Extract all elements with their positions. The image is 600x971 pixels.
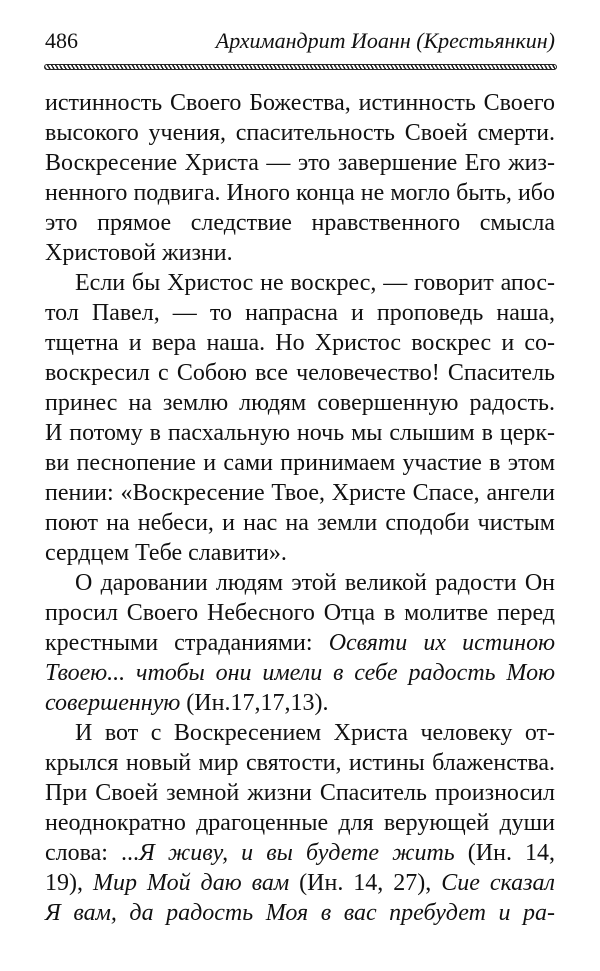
text-line: [45, 508, 555, 538]
text-segment: истинность Своего Божества, истинность Своего: [45, 90, 555, 116]
text-line: [45, 88, 555, 118]
text-segment: сердцем Тебе славити».: [45, 540, 287, 566]
text-line: [45, 118, 555, 148]
text-line: [45, 178, 555, 208]
text-segment: (Ин. 14,: [454, 840, 556, 866]
text-line: [45, 658, 555, 688]
italic-quote: Я живу, и вы будете жить: [139, 840, 455, 866]
text-segment: высокого учения, спасительность Своей смерти.: [45, 120, 555, 146]
text-line: [45, 358, 555, 388]
running-header: [45, 20, 555, 54]
text-line: [45, 628, 555, 658]
text-segment: И потому в пасхальную ночь мы слышим в церк-: [45, 420, 555, 446]
text-segment: принес на землю людям совершенную радость.: [45, 390, 555, 416]
text-line: [45, 418, 555, 448]
text-line: [45, 598, 555, 628]
text-segment: И вот с Воскресением Христа человеку от-: [75, 720, 555, 746]
text-segment: При Своей земной жизни Спаситель произносил: [45, 780, 555, 806]
text-line: [45, 208, 555, 238]
text-line: [45, 478, 555, 508]
text-segment: Христовой жизни.: [45, 240, 233, 266]
running-title: Архимандрит Иоанн (Крестьянкин): [215, 28, 555, 53]
text-line: [45, 748, 555, 778]
text-line: [45, 448, 555, 478]
text-segment: тщетна и вера наша. Но Христос воскрес и со-: [45, 330, 555, 356]
text-segment: (Ин.17,17,13).: [180, 690, 329, 716]
rope-divider: [44, 64, 557, 70]
text-segment: (Ин. 14, 27),: [289, 870, 442, 896]
text-segment: ненного подвига. Иного конца не могло быть, ибо: [45, 180, 555, 206]
text-segment: О даровании людям этой великой радости Он: [75, 570, 555, 596]
text-line: [45, 148, 555, 178]
text-segment: пении: «Воскресение Твое, Христе Спасе, ангели: [45, 480, 555, 506]
italic-quote: Мир Мой даю вам: [92, 870, 290, 896]
italic-quote: Освяти их истиною: [328, 630, 555, 656]
page-body-text: [45, 88, 555, 928]
text-line: [45, 298, 555, 328]
text-line: [45, 898, 555, 928]
italic-quote: Твоею... чтобы они имели в себе радость Мою: [45, 660, 555, 686]
text-line: [45, 268, 555, 298]
text-line: [45, 688, 555, 718]
text-segment: тол Павел, — то напрасна и проповедь наша,: [45, 300, 555, 326]
text-line: [45, 808, 555, 838]
text-line: [45, 838, 555, 868]
text-segment: Воскресение Христа — это завершение Его жиз-: [45, 150, 555, 176]
text-line: [45, 388, 555, 418]
text-segment: просил Своего Небесного Отца в молитве перед: [45, 600, 555, 626]
text-segment: крестными страданиями:: [45, 630, 329, 656]
text-line: [45, 328, 555, 358]
text-line: [45, 238, 555, 268]
text-segment: это прямое следствие нравственного смысла: [45, 210, 555, 236]
text-line: [45, 778, 555, 808]
italic-quote: Я вам, да радость Моя в вас пребудет и ра-: [45, 900, 555, 926]
text-segment: ви песнопение и сами принимаем участие в этом: [45, 450, 555, 476]
text-segment: воскресил с Собою все человечество! Спаситель: [45, 360, 555, 386]
italic-quote: Сие сказал: [441, 870, 555, 896]
italic-quote: совершенную: [45, 690, 181, 716]
text-line: [45, 538, 555, 568]
text-segment: неоднократно драгоценные для верующей души: [45, 810, 555, 836]
text-segment: поют на небеси, и нас на земли сподоби чистым: [45, 510, 555, 536]
text-segment: 19),: [45, 870, 93, 896]
text-line: [45, 568, 555, 598]
page-number: 486: [45, 28, 78, 53]
text-segment: крылся новый мир святости, истины блаженства.: [45, 750, 555, 776]
text-line: [45, 868, 555, 898]
text-line: [45, 718, 555, 748]
text-segment: слова: ...: [45, 840, 140, 866]
text-segment: Если бы Христос не воскрес, — говорит апос-: [75, 270, 555, 296]
